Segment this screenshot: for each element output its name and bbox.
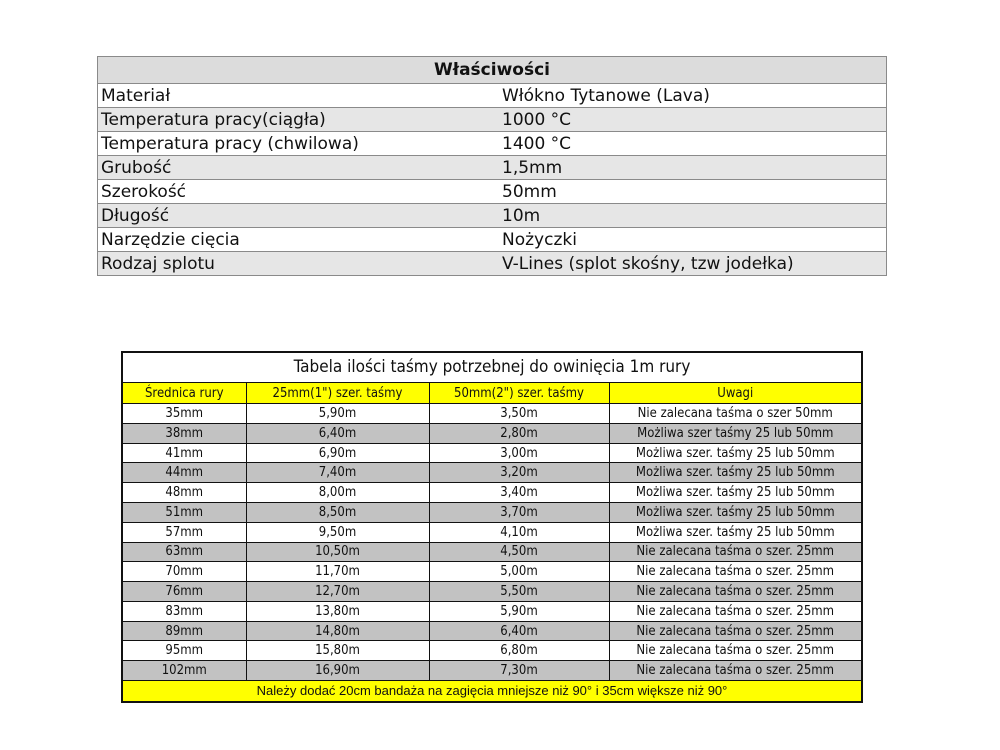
cell-diameter: 44mm xyxy=(122,463,246,483)
table-row xyxy=(122,463,862,483)
cell-length-50mm: 3,70m xyxy=(429,502,609,522)
cell-notes: Nie zalecana taśma o szer. 25mm xyxy=(609,641,862,661)
property-row xyxy=(98,228,887,252)
property-value: 1000 °C xyxy=(492,108,887,132)
cell-length-50mm: 3,00m xyxy=(429,443,609,463)
cell-length-50mm: 3,50m xyxy=(429,404,609,424)
cell-notes: Możliwa szer. taśmy 25 lub 50mm xyxy=(609,522,862,542)
property-row xyxy=(98,84,887,108)
cell-length-25mm: 8,00m xyxy=(246,483,429,503)
property-row xyxy=(98,156,887,180)
cell-notes: Nie zalecana taśma o szer 50mm xyxy=(609,404,862,424)
cell-notes: Nie zalecana taśma o szer. 25mm xyxy=(609,661,862,681)
cell-diameter: 89mm xyxy=(122,621,246,641)
property-row xyxy=(98,132,887,156)
cell-notes: Możliwa szer. taśmy 25 lub 50mm xyxy=(609,443,862,463)
table-row xyxy=(122,404,862,424)
cell-length-25mm: 5,90m xyxy=(246,404,429,424)
cell-length-50mm: 5,50m xyxy=(429,582,609,602)
property-key: Narzędzie cięcia xyxy=(98,228,493,252)
property-value: Nożyczki xyxy=(492,228,887,252)
cell-diameter: 51mm xyxy=(122,502,246,522)
pipe-table-title-row xyxy=(122,352,862,383)
cell-notes: Nie zalecana taśma o szer. 25mm xyxy=(609,542,862,562)
cell-diameter: 41mm xyxy=(122,443,246,463)
cell-length-25mm: 6,90m xyxy=(246,443,429,463)
cell-notes: Możliwa szer taśmy 25 lub 50mm xyxy=(609,423,862,443)
pipe-table-footer-note: Należy dodać 20cm bandaża na zagięcia mniejsze niż 90° i 35cm większe niż 90° xyxy=(122,680,862,702)
table-row xyxy=(122,443,862,463)
cell-notes: Nie zalecana taśma o szer. 25mm xyxy=(609,621,862,641)
cell-length-50mm: 3,20m xyxy=(429,463,609,483)
property-row xyxy=(98,204,887,228)
cell-length-50mm: 7,30m xyxy=(429,661,609,681)
header-notes: Uwagi xyxy=(609,383,862,404)
cell-length-50mm: 6,40m xyxy=(429,621,609,641)
cell-length-50mm: 3,40m xyxy=(429,483,609,503)
table-row xyxy=(122,562,862,582)
cell-diameter: 70mm xyxy=(122,562,246,582)
properties-table xyxy=(97,56,887,276)
property-value: 50mm xyxy=(492,180,887,204)
header-25mm: 25mm(1") szer. taśmy xyxy=(246,383,429,404)
property-key: Materiał xyxy=(98,84,493,108)
pipe-table-title: Tabela ilości taśmy potrzebnej do owinięcia 1m rury xyxy=(122,352,862,383)
header-diameter: Średnica rury xyxy=(122,383,246,404)
table-row xyxy=(122,502,862,522)
cell-length-50mm: 5,90m xyxy=(429,601,609,621)
cell-diameter: 102mm xyxy=(122,661,246,681)
pipe-table-header-row xyxy=(122,383,862,404)
cell-length-50mm: 6,80m xyxy=(429,641,609,661)
cell-diameter: 57mm xyxy=(122,522,246,542)
table-row xyxy=(122,621,862,641)
table-row xyxy=(122,483,862,503)
table-row xyxy=(122,661,862,681)
cell-length-50mm: 2,80m xyxy=(429,423,609,443)
cell-length-50mm: 4,50m xyxy=(429,542,609,562)
table-row xyxy=(122,522,862,542)
table-row xyxy=(122,641,862,661)
property-row xyxy=(98,252,887,276)
cell-notes: Możliwa szer. taśmy 25 lub 50mm xyxy=(609,463,862,483)
cell-notes: Nie zalecana taśma o szer. 25mm xyxy=(609,562,862,582)
property-row xyxy=(98,180,887,204)
cell-length-25mm: 11,70m xyxy=(246,562,429,582)
cell-notes: Nie zalecana taśma o szer. 25mm xyxy=(609,582,862,602)
cell-length-25mm: 16,90m xyxy=(246,661,429,681)
cell-diameter: 95mm xyxy=(122,641,246,661)
header-50mm: 50mm(2") szer. taśmy xyxy=(429,383,609,404)
cell-length-25mm: 7,40m xyxy=(246,463,429,483)
property-key: Szerokość xyxy=(98,180,493,204)
cell-length-25mm: 6,40m xyxy=(246,423,429,443)
property-key: Grubość xyxy=(98,156,493,180)
cell-length-25mm: 15,80m xyxy=(246,641,429,661)
cell-length-25mm: 10,50m xyxy=(246,542,429,562)
cell-diameter: 35mm xyxy=(122,404,246,424)
property-value: Włókno Tytanowe (Lava) xyxy=(492,84,887,108)
table-row xyxy=(122,601,862,621)
property-key: Długość xyxy=(98,204,493,228)
cell-diameter: 38mm xyxy=(122,423,246,443)
property-value: 1400 °C xyxy=(492,132,887,156)
cell-diameter: 83mm xyxy=(122,601,246,621)
property-row xyxy=(98,108,887,132)
cell-notes: Nie zalecana taśma o szer. 25mm xyxy=(609,601,862,621)
cell-length-50mm: 5,00m xyxy=(429,562,609,582)
cell-notes: Możliwa szer. taśmy 25 lub 50mm xyxy=(609,483,862,503)
table-row xyxy=(122,582,862,602)
property-value: 1,5mm xyxy=(492,156,887,180)
property-key: Temperatura pracy(ciągła) xyxy=(98,108,493,132)
properties-title: Właściwości xyxy=(98,57,887,84)
table-row xyxy=(122,542,862,562)
cell-length-25mm: 9,50m xyxy=(246,522,429,542)
cell-diameter: 76mm xyxy=(122,582,246,602)
pipe-tape-table xyxy=(121,351,863,703)
cell-length-25mm: 14,80m xyxy=(246,621,429,641)
cell-length-25mm: 13,80m xyxy=(246,601,429,621)
cell-diameter: 63mm xyxy=(122,542,246,562)
cell-length-50mm: 4,10m xyxy=(429,522,609,542)
properties-title-row xyxy=(98,57,887,84)
table-row xyxy=(122,423,862,443)
property-value: V-Lines (splot skośny, tzw jodełka) xyxy=(492,252,887,276)
cell-length-25mm: 8,50m xyxy=(246,502,429,522)
pipe-table-footer-row xyxy=(122,680,862,702)
property-key: Rodzaj splotu xyxy=(98,252,493,276)
property-key: Temperatura pracy (chwilowa) xyxy=(98,132,493,156)
property-value: 10m xyxy=(492,204,887,228)
cell-diameter: 48mm xyxy=(122,483,246,503)
cell-length-25mm: 12,70m xyxy=(246,582,429,602)
cell-notes: Możliwa szer. taśmy 25 lub 50mm xyxy=(609,502,862,522)
